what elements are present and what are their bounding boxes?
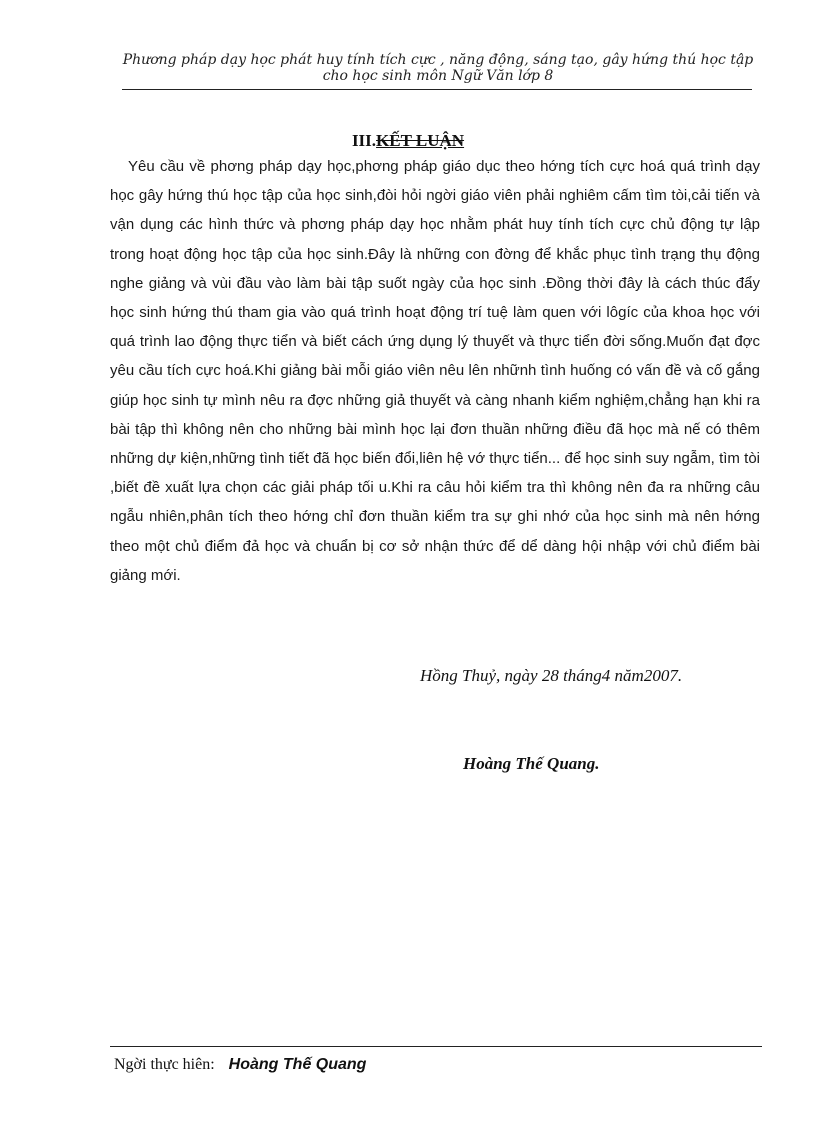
page-footer [114,1054,366,1076]
footer-label: Ngời thực hiên: [114,1056,215,1073]
section-heading [0,130,816,152]
section-title: KẾT LUẬN [376,131,465,150]
signature: Hoàng Thế Quang. [463,754,600,773]
footer-author: Hoàng Thế Quang [228,1056,367,1073]
page-header: Phương pháp dạy học phát huy tính tích cực , năng động, sáng tạo, gây hứng thú học tập cho học sinh môn Ngữ Văn lớp 8 [122,52,754,84]
conclusion-paragraph: Yêu cầu về phơng pháp dạy học,phơng pháp giáo dục theo hớng tích cực hoá quá trình dạy học gây hứng thú học tập của học sinh,đòi hỏi ngời giáo viên phải nghiêm cấm tìm tòi,cải tiến và vận dụng các hình thức và phơng pháp dạy học nhằm phát huy tính tích cực chủ động tự lập trong hoạt động học tập của học sinh.Đây là những con đờng để khắc phục tình trạng thụ động nghe giảng và vùi đầu vào làm bài tập suốt ngày của học sinh .Đồng thời đây là cách thúc đẩy học sinh hứng thú tham gia vào quá trình hoạt động trí tuệ làm quen với lôgíc của khoa học với quá trình lao động thực tiển và biết cách ứng dụng lý thuyết và thực tiển đời sống.Muốn đạt đợc yêu cầu tích cực hoá.Khi giảng bài mỗi giáo viên nêu lên nhữnh tình huống có vấn đề và cố gắng giúp học sinh tự mình nêu ra đợc những giả thuyết và càng nhanh kiểm nghiệm,chẳng hạn khi ra bài tập thì không nên cho những bài mình học lại đơn thuần những điều đã học mà nế có thêm những dự kiện,những tình tiết đã học biến đổi,liên hệ vớ thực tiển... để học sinh suy ngẫm, tìm tòi ,biết đề xuất lựa chọn các giải pháp tối u.Khi ra câu hỏi kiểm tra thì không nên đa ra những câu ngẫu nhiên,phân tích theo hớng chỉ đơn thuần kiểm tra sự ghi nhớ của học sinh mà nên hớng theo một chủ điểm đả học và chuẩn bị cơ sở nhận thức để dể dàng hội nhập với chủ điểm bài giảng mới. [110,158,760,584]
place-date: Hồng Thuỷ, ngày 28 tháng4 năm2007. [420,666,683,685]
header-divider [122,89,752,90]
section-numbering: III. [351,131,377,150]
body-text [110,152,760,590]
footer-divider [110,1046,762,1047]
